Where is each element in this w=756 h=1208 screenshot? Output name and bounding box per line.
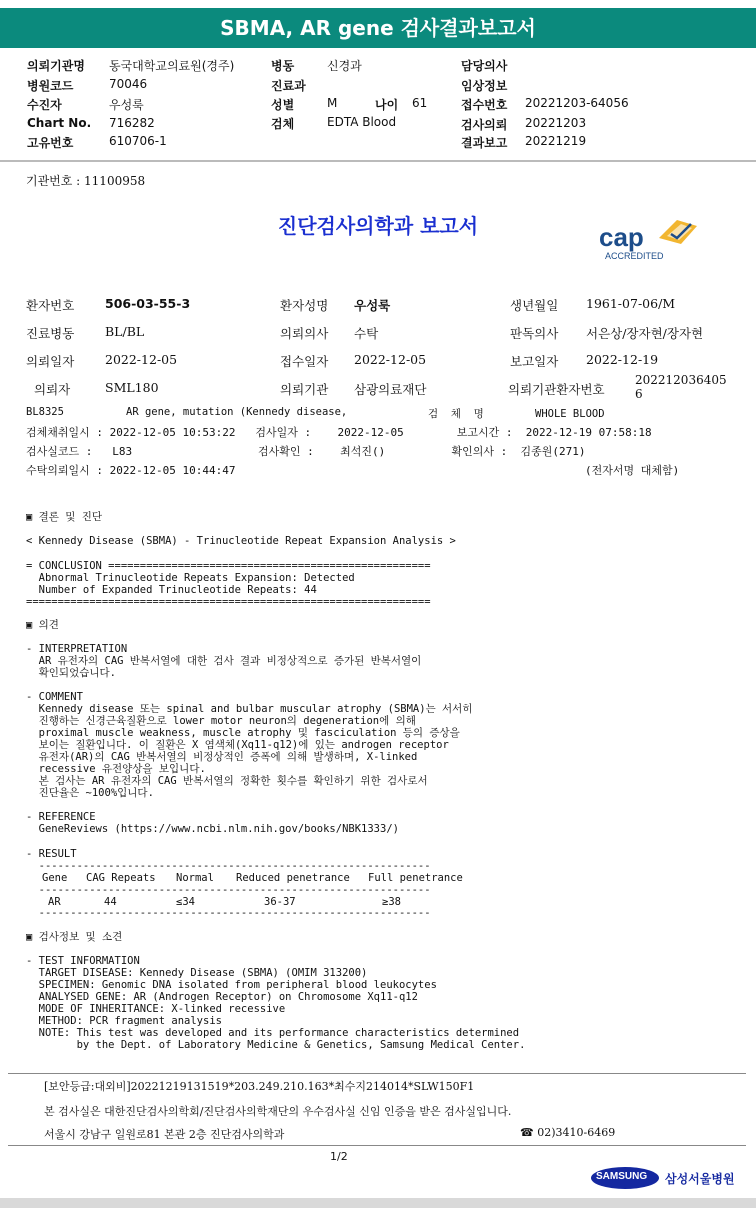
label-birth: 생년월일 (510, 298, 559, 313)
info-line-6: NOTE: This test was developed and its performance characteristics determined (26, 1027, 520, 1039)
info-line-7: by the Dept. of Laboratory Medicine & Genetics, Samsung Medical Center. (26, 1039, 526, 1051)
info-line-1: TARGET DISEASE: Kennedy Disease (SBMA) (OMIM 313200) (26, 967, 368, 979)
result-cell-reduced: 36-37 (264, 896, 296, 908)
label-doctor: 담당의사 (461, 59, 508, 73)
label-receipt-no: 접수번호 (461, 98, 508, 112)
institution-no: 기관번호 : 11100958 (26, 174, 146, 188)
label-reading-doctor: 판독의사 (510, 326, 559, 341)
result-cell-normal: ≤34 (176, 896, 195, 908)
conclusion-line-0: = CONCLUSION =================================================== (26, 560, 431, 572)
footer-divider (8, 1073, 746, 1074)
label-patient-name: 환자성명 (280, 298, 329, 313)
samsung-logo (590, 1166, 660, 1190)
result-header-reduced: Reduced penetrance (236, 872, 350, 884)
label-specimen: 검체 (271, 117, 295, 131)
result-header-gene: Gene (42, 872, 68, 884)
phone-line: ☎ 02)3410-6469 (520, 1126, 616, 1139)
value-req-inst: 삼광의료재단 (354, 382, 427, 397)
samsung-logo-text: SAMSUNG (596, 1171, 648, 1182)
conclusion-line-1: Abnormal Trinucleotide Repeats Expansion: Detected (26, 572, 355, 584)
hospital-name: 삼성서울병원 (665, 1172, 735, 1186)
label-rep-date: 보고일자 (510, 354, 559, 369)
label-patient: 수진자 (27, 98, 62, 112)
value-birth: 1961-07-06/M (586, 296, 676, 311)
label-requester: 의뢰자 (34, 382, 71, 397)
specimen-line3: 검사실코드 : L83 검사확인 : 최석진() 확인의사 : 김종원(271) (26, 445, 586, 458)
label-age: 나이 (375, 98, 399, 112)
comment-line-4: 보이는 질환입니다. 이 질환은 X 염색체(Xq11-q12)에 있는 androgen receptor (26, 739, 449, 751)
result-cell-gene: AR (48, 896, 61, 908)
result-dash-bottom: -------------------------------------------------------------- (26, 907, 431, 919)
value-reading-doctor: 서은상/장자현/장자현 (586, 326, 704, 341)
label-unique-no: 고유번호 (27, 136, 74, 150)
cap-accredited-logo (597, 216, 707, 264)
result-dash-top: -------------------------------------------------------------- (26, 860, 431, 872)
result-header-cag: CAG Repeats (86, 872, 156, 884)
value-receipt-no: 20221203-64056 (525, 96, 629, 110)
info-line-3: ANALYSED GENE: AR (Androgen Receptor) on Chromosome Xq11-q12 (26, 991, 418, 1003)
value-receipt-date: 2022-12-05 (354, 352, 427, 367)
result-header-full: Full penetrance (368, 872, 463, 884)
comment-line-0: - COMMENT (26, 691, 83, 703)
label-department: 진료과 (271, 79, 306, 93)
result-cell-full: ≥38 (382, 896, 401, 908)
label-req-date: 의뢰일자 (26, 354, 75, 369)
interpretation-line-1: AR 유전자의 CAG 반복서열에 대한 검사 결과 비정상적으로 증가된 반복서열이 (26, 655, 422, 667)
value-unique-no: 610706-1 (109, 134, 167, 148)
info-line-4: MODE OF INHERITANCE: X-linked recessive (26, 1003, 286, 1015)
value-req-date: 2022-12-05 (105, 352, 178, 367)
value-report-date: 20221219 (525, 134, 587, 148)
label-sex: 성별 (271, 98, 295, 112)
specimen-line2: 검체채취일시 : 2022-12-05 10:53:22 검사일자 : 2022-12-05 보고시간 : 2022-12-19 07:58:18 (26, 426, 652, 439)
interpretation-line-0: - INTERPRETATION (26, 643, 128, 655)
result-cell-cag: 44 (104, 896, 117, 908)
label-ward2: 진료병동 (26, 326, 75, 341)
result-dash-mid: -------------------------------------------------------------- (26, 884, 431, 896)
comment-line-7: 본 검사는 AR 유전자의 CAG 반복서열의 정확한 횟수를 확인하기 위한 검사로서 (26, 775, 428, 787)
label-patient-no: 환자번호 (26, 298, 75, 313)
certification-line: 본 검사실은 대한진단검사의학회/진단검사의학재단의 우수검사실 신임 인증을 받은 검사실입니다. (44, 1105, 512, 1118)
conclusion-heading: ▣ 결론 및 진단 (26, 511, 103, 523)
value-patient-name: 우성룩 (354, 298, 391, 313)
reference-line-1: GeneReviews (https://www.ncbi.nlm.nih.gov/books/NBK1333/) (26, 823, 399, 835)
comment-line-1: Kennedy disease 또는 spinal and bulbar muscular atrophy (SBMA)는 서서히 (26, 703, 473, 715)
label-ward: 병동 (271, 59, 295, 73)
conclusion-line-3: ================================================================ (26, 596, 431, 608)
specimen-test: AR gene, mutation (Kennedy disease, (126, 406, 348, 418)
label-req-inst: 의뢰기관 (280, 382, 329, 397)
value-patient: 우성룩 (109, 98, 144, 112)
cap-logo-sub: ACCREDITED (605, 251, 664, 261)
label-req-inst-patient-no: 의뢰기관환자번호 (508, 382, 605, 397)
specimen-name-label: 검 체 명 (428, 408, 484, 420)
security-line: [보안등급:대외비]20221219131519*203.249.210.163*최수지214014*SLW150F1 (44, 1080, 475, 1093)
value-req-inst-patient-no-extra: 6 (635, 387, 643, 401)
label-chart-no: Chart No. (27, 116, 92, 130)
specimen-line4: 수탁의뢰일시 : 2022-12-05 10:44:47 (26, 464, 236, 477)
value-hospital-code: 70046 (109, 77, 148, 91)
label-receipt-date: 접수일자 (280, 354, 329, 369)
value-rep-date: 2022-12-19 (586, 352, 659, 367)
info-line-0: - TEST INFORMATION (26, 955, 140, 967)
value-ward: 신경과 (327, 59, 362, 73)
info-line-2: SPECIMEN: Genomic DNA isolated from peripheral blood leukocytes (26, 979, 437, 991)
label-request-date: 검사의뢰 (461, 118, 508, 132)
value-patient-no: 506-03-55-3 (105, 296, 191, 311)
value-req-doctor: 수탁 (354, 326, 379, 341)
value-request-date: 20221203 (525, 116, 587, 130)
value-req-inst-patient-no: 202212036405 (635, 373, 727, 387)
comment-line-3: proximal muscle weakness, muscle atrophy 및 fasciculation 등의 증상을 (26, 727, 460, 739)
label-req-doctor: 의뢰의사 (280, 326, 329, 341)
comment-line-2: 진행하는 신경근육질환으로 lower motor neuron의 degeneration에 의해 (26, 715, 416, 727)
value-specimen: EDTA Blood (327, 115, 397, 129)
value-chart-no: 716282 (109, 116, 155, 130)
result-header-normal: Normal (176, 872, 214, 884)
opinion-heading: ▣ 의견 (26, 619, 59, 631)
report-header-title: SBMA, AR gene 검사결과보고서 (0, 8, 756, 48)
comment-line-6: recessive 유전양상을 보입니다. (26, 763, 206, 775)
page-number: 1/2 (330, 1150, 348, 1163)
reference-line-0: - REFERENCE (26, 811, 96, 823)
comment-line-8: 진단율은 ~100%입니다. (26, 787, 154, 799)
specimen-name-value: WHOLE BLOOD (535, 408, 605, 420)
conclusion-title: < Kennedy Disease (SBMA) - Trinucleotide Repeat Expansion Analysis > (26, 535, 456, 547)
label-report-date: 결과보고 (461, 136, 508, 150)
label-hospital-code: 병원코드 (27, 79, 74, 93)
header-divider (0, 160, 756, 162)
label-clinical-info: 임상정보 (461, 79, 508, 93)
value-ward2: BL/BL (105, 324, 145, 339)
address-line: 서울시 강남구 일원로81 본관 2층 진단검사의학과 (44, 1128, 285, 1141)
specimen-code: BL8325 (26, 406, 64, 418)
signature-note: (전자서명 대체함) (585, 464, 680, 477)
result-label: - RESULT (26, 848, 77, 860)
interpretation-line-2: 확인되었습니다. (26, 667, 116, 679)
report-title: 진단검사의학과 보고서 (277, 214, 479, 238)
footer-divider-2 (8, 1145, 746, 1146)
comment-line-5: 유전자(AR)의 CAG 반복서열의 비정상적인 증폭에 의해 발생하며, X-linked (26, 751, 418, 763)
info-heading: ▣ 검사정보 및 소견 (26, 931, 123, 943)
value-requester: SML180 (105, 380, 159, 395)
info-line-5: METHOD: PCR fragment analysis (26, 1015, 222, 1027)
value-age: 61 (412, 96, 428, 110)
label-institution: 의뢰기관명 (27, 59, 85, 73)
conclusion-line-2: Number of Expanded Trinucleotide Repeats: 44 (26, 584, 317, 596)
value-sex: M (327, 96, 338, 110)
value-institution: 동국대학교의료원(경주) (109, 59, 235, 73)
page-bottom-bar (0, 1198, 756, 1208)
cap-logo-text: cap (599, 222, 644, 252)
